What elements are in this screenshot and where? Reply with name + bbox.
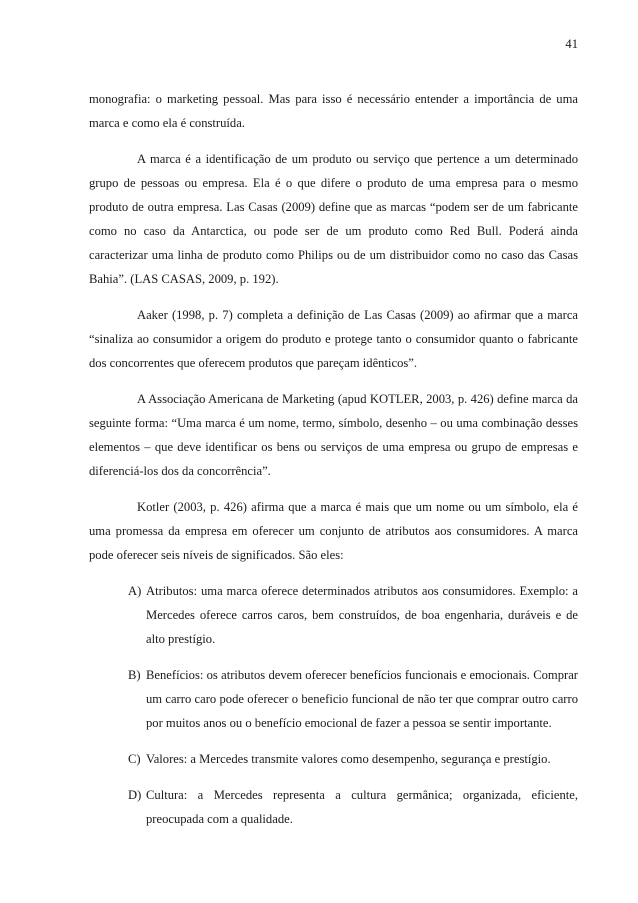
paragraph-continuation: monografia: o marketing pessoal. Mas para isso é necessário entender a importância de uma marca e como ela é construída. [89, 92, 578, 130]
list-item-culture [89, 783, 578, 831]
list-item-text: Valores: a Mercedes transmite valores como desempenho, segurança e prestígio. [146, 752, 551, 766]
paragraph-brand-definition: A marca é a identificação de um produto ou serviço que pertence a um determinado grupo de pessoas ou empresa. Ela é o que difere o produto de uma empresa para o mesmo produto de outra empresa. Las Casas (2009) define que as marcas “podem ser de um fabricante como no caso da Antarctica, ou pode ser de um produto como Red Bull. Poderá ainda caracterizar uma linha de produto como Philips ou de um distribuidor como no caso das Casas Bahia”. (LAS CASAS, 2009, p. 192). [89, 152, 578, 286]
list-marker: A) [128, 584, 142, 598]
list-marker: B) [128, 668, 141, 682]
list-item-text: Cultura: a Mercedes representa a cultura germânica; organizada, eficiente, preocupada com a qualidade. [146, 788, 578, 826]
list-item-values [89, 747, 578, 771]
list-item-text: Atributos: uma marca oferece determinados atributos aos consumidores. Exemplo: a Mercedes oferece carros caros, bem construídos, de boa engenharia, duráveis e de alto prestígio. [146, 584, 578, 646]
page-number: 41 [565, 37, 578, 51]
body-text [89, 87, 578, 843]
list-marker: D) [128, 788, 142, 802]
list-marker: C) [128, 752, 141, 766]
list-item-text: Benefícios: os atributos devem oferecer benefícios funcionais e emocionais. Comprar um carro caro pode oferecer o beneficio funcional de não ter que comprar outro carro por muitos anos ou o benefício emocional de fazer a pessoa se sentir importante. [146, 668, 578, 730]
list-item-attributes [89, 579, 578, 651]
brand-levels-list [89, 579, 578, 831]
paragraph-kotler: Kotler (2003, p. 426) afirma que a marca é mais que um nome ou um símbolo, ela é uma promessa da empresa em oferecer um conjunto de atributos aos consumidores. A marca pode oferecer seis níveis de significados. São eles: [89, 500, 578, 562]
paragraph-aaker: Aaker (1998, p. 7) completa a definição de Las Casas (2009) ao afirmar que a marca “sinaliza ao consumidor a origem do produto e protege tanto o consumidor quanto o fabricante dos concorrentes que oferecem produtos que pareçam idênticos”. [89, 308, 578, 370]
paragraph-ama-definition: A Associação Americana de Marketing (apud KOTLER, 2003, p. 426) define marca da seguinte forma: “Uma marca é um nome, termo, símbolo, desenho – ou uma combinação desses elementos – que deve identificar os bens ou serviços de uma empresa ou grupo de empresas e diferenciá-los dos da concorrência”. [89, 392, 578, 478]
list-item-benefits [89, 663, 578, 735]
